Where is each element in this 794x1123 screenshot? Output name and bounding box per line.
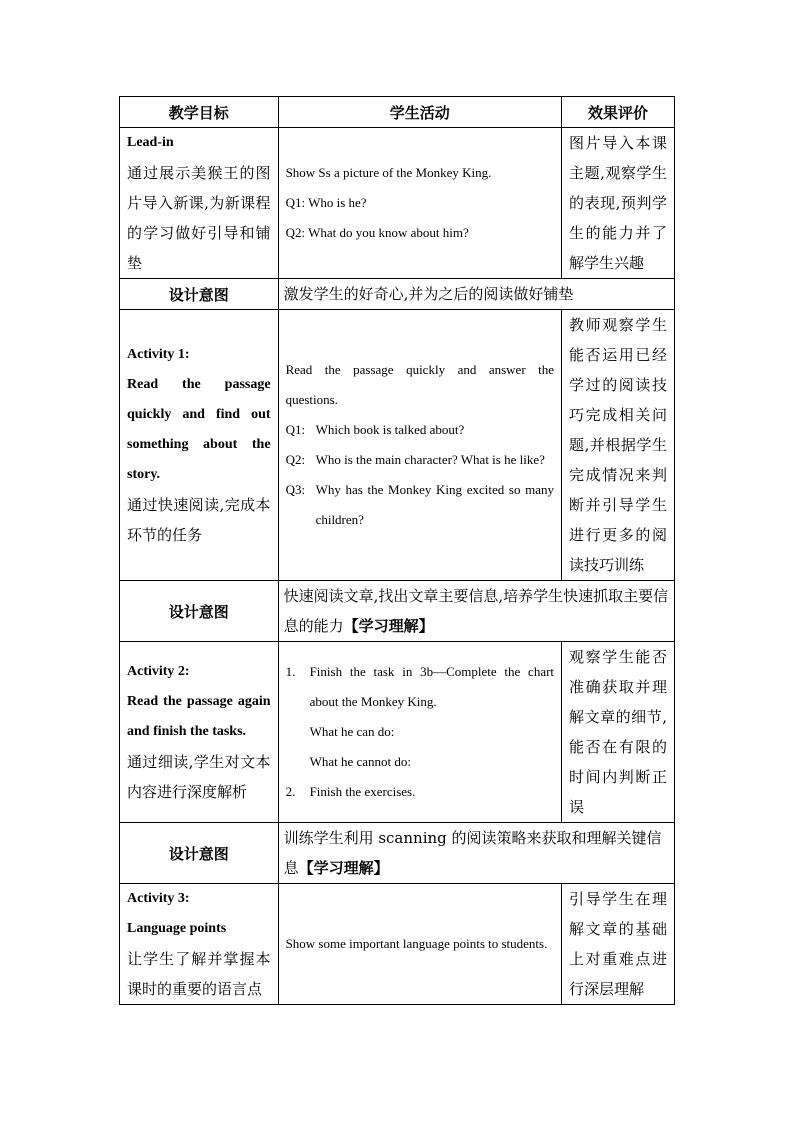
design-intent-text-3 [278,823,674,884]
activity-2-goal: 通过细读,学生对文本内容进行深度解析 [127,753,271,801]
question-text: Who is the main character? What is he like? [315,452,545,467]
lead-in-question-2: Q2: What do you know about him? [285,225,469,240]
design-intent-body-3: 训练学生利用 scanning 的阅读策略来获取和理解关键信息 [283,829,662,877]
table-header-row [120,97,675,128]
activity-2-subtitle: Read the passage again and finish the tasks. [127,694,271,739]
design-intent-body-1: 激发学生的好奇心,并为之后的阅读做好铺垫 [283,285,574,303]
activity-2-evaluation: 观察学生能否准确获取并理解文章的细节,能否在有限的时间内判断正误 [569,648,667,816]
activity-1-row [120,310,675,581]
activity-1-question [286,445,554,475]
activity-2-goal-cell [120,642,279,823]
lead-in-row [120,128,675,279]
lead-in-activity-cell [278,128,561,279]
question-number: Q2: [285,452,306,467]
lead-in-question-1: Q1: Who is he? [285,195,367,210]
design-intent-text-1 [278,279,674,310]
header-student-activity: 学生活动 [278,97,561,128]
activity-2-task [286,717,554,747]
design-intent-body-2: 快速阅读文章,找出文章主要信息,培养学生快速抓取主要信息的能力 [283,587,669,635]
task-number [286,717,310,747]
task-number: 2. [285,784,296,799]
task-text: Finish the exercises. [309,784,416,799]
activity-1-goal: 通过快速阅读,完成本环节的任务 [127,496,271,544]
activity-2-task [286,657,554,717]
design-intent-text-2 [278,581,674,642]
activity-3-row [120,884,675,1005]
lead-in-goal: 通过展示美猴王的图片导入新课,为新课程的学习做好引导和铺垫 [127,164,271,272]
question-text: Which book is talked about? [315,422,465,437]
lead-in-activity-line: Show Ss a picture of the Monkey King. [285,165,492,180]
task-text: What he can do: [309,724,395,739]
design-intent-label-2: 设计意图 [120,581,279,642]
question-text: Why has the Monkey King excited so many children? [315,482,555,527]
activity-2-title: Activity 2: [127,664,190,679]
lead-in-goal-cell [120,128,279,279]
activity-3-title: Activity 3: [127,891,190,906]
design-intent-keyword-2: 【学习理解】 [343,617,434,635]
activity-1-subtitle: Read the passage quickly and find out something about the story. [127,377,271,482]
activity-2-task [286,747,554,777]
design-intent-label-1: 设计意图 [120,279,279,310]
activity-3-goal-cell [120,884,279,1005]
lead-in-evaluation-cell [562,128,675,279]
activity-1-goal-cell [120,310,279,581]
design-intent-row-2 [120,581,675,642]
activity-3-activity-cell [278,884,561,1005]
activity-1-title: Activity 1: [127,347,190,362]
activity-1-question [286,415,554,445]
activity-2-activity-cell [278,642,561,823]
activity-2-task [286,777,554,807]
activity-1-activity-cell [278,310,561,581]
activity-3-subtitle: Language points [127,921,227,936]
design-intent-label-3: 设计意图 [120,823,279,884]
activity-2-evaluation-cell [562,642,675,823]
activity-2-row [120,642,675,823]
header-evaluation: 效果评价 [562,97,675,128]
activity-1-evaluation-cell [562,310,675,581]
activity-1-question [286,475,554,535]
activity-1-evaluation: 教师观察学生能否运用已经学过的阅读技巧完成相关问题,并根据学生完成情况来判断并引导学生进行更多的阅读技巧训练 [569,316,667,574]
task-number: 1. [285,664,296,679]
activity-1-intro: Read the passage quickly and answer the questions. [285,362,555,407]
header-teaching-goal: 教学目标 [120,97,279,128]
task-text: Finish the task in 3b—Complete the chart about the Monkey King. [309,664,555,709]
question-number: Q1: [285,422,306,437]
lesson-plan-table [119,96,675,1005]
question-number: Q3: [285,482,306,497]
lead-in-title: Lead-in [127,135,174,150]
design-intent-row-3 [120,823,675,884]
activity-3-goal: 让学生了解并掌握本课时的重要的语言点 [127,950,271,998]
task-number [286,747,310,777]
lead-in-evaluation: 图片导入本课主题,观察学生的表现,预判学生的能力并了解学生兴趣 [569,134,667,272]
activity-3-evaluation-cell [562,884,675,1005]
task-text: What he cannot do: [309,754,411,769]
activity-3-evaluation: 引导学生在理解文章的基础上对重难点进行深层理解 [569,890,667,998]
design-intent-keyword-3: 【学习理解】 [298,859,389,877]
activity-3-activity: Show some important language points to students. [285,936,548,951]
design-intent-row-1 [120,279,675,310]
